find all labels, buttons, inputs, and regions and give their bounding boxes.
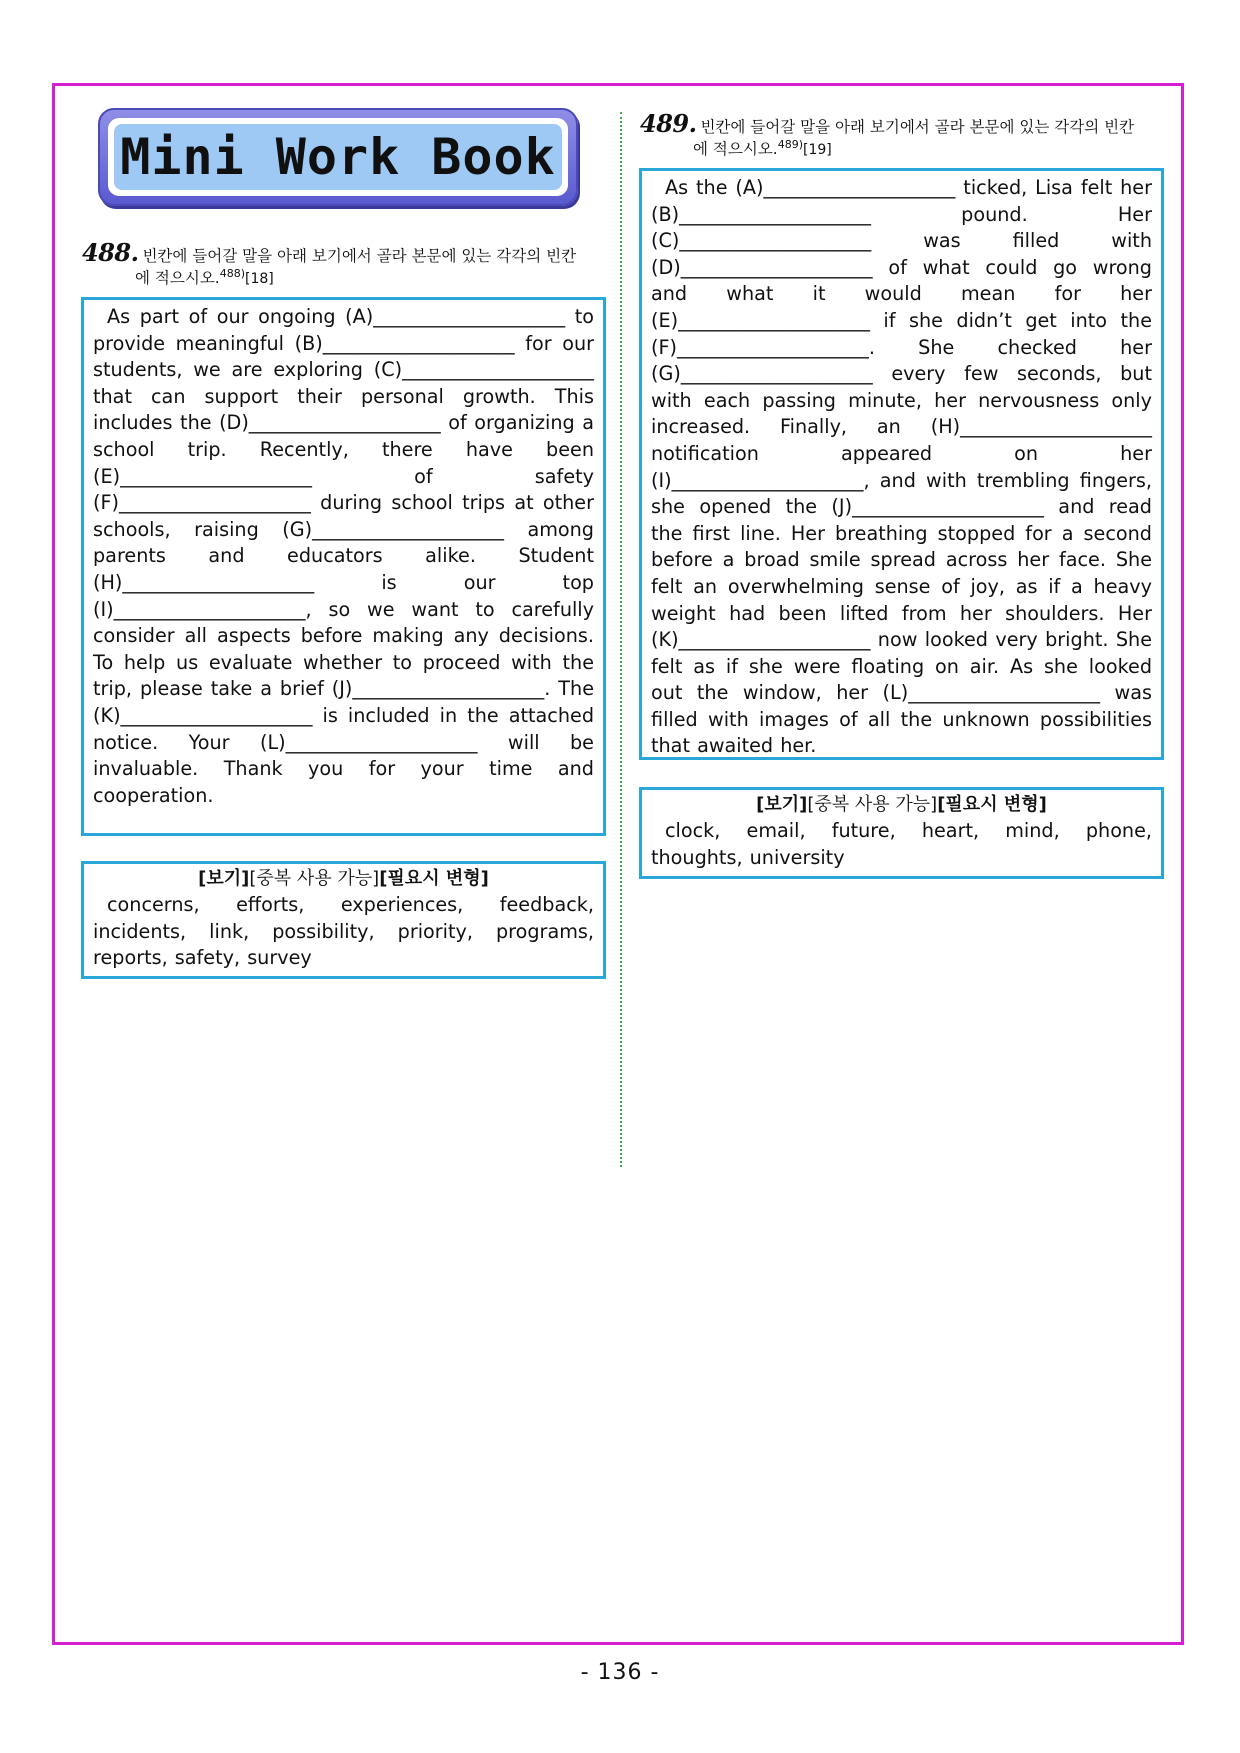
options-title: [보기][중복 사용 가능][필요시 변형] — [756, 794, 1047, 815]
question-code: [19] — [803, 142, 832, 158]
question-instruction-line2: 에 적으시오. — [135, 269, 220, 287]
question-instruction: 빈칸에 들어갈 말을 아래 보기에서 골라 본문에 있는 각각의 빈칸 — [700, 118, 1135, 136]
passage-text: As part of our ongoing (A)____________________ to provide meaningful (B)____________________ for our students, we are exploring (C)____________________ that can support their personal growth. This includes the (D)____________________ of organizing a school trip. Recently, there have been (E)____________________ of safety (F)____________________ during school trips at other schools, raising (G)____________________ among parents and educators alike. Student (H)____________________ is our top (I)____________________, so we want to carefully consider all aspects before making any decisions. To help us evaluate whether to proceed with the trip, please take a brief (J)____________________. The (K)____________________ is included in the attached notice. Your (L)____________________ will be invaluable. Thank you for your time and cooperation. — [93, 305, 594, 807]
options-title: [보기][중복 사용 가능][필요시 변형] — [198, 868, 489, 889]
question-number: 489. — [640, 109, 697, 138]
column-divider — [620, 112, 622, 1167]
options-word-list: concerns, efforts, experiences, feedback, incidents, link, possibility, priority, programs, reports, safety, survey — [93, 893, 594, 970]
question-instruction-line2: 에 적으시오. — [693, 140, 778, 158]
question-number: 488. — [82, 238, 139, 267]
mini-work-book-logo — [98, 108, 578, 206]
passage-text: As the (A)____________________ ticked, Lisa felt her (B)____________________ pound. Her (C)____________________ was filled with (D)____________________ of what could go wrong and what it would mean for her (E)____________________ if she didn’t get into the (F)____________________. She checked her (G)____________________ every few seconds, but with each passing minute, her nervousness only increased. Finally, an (H)____________________ notification appeared on her (I)____________________, and with trembling fingers, she opened the (J)____________________ and read the first line. Her breathing stopped for a second before a broad smile spread across her face. She felt an overwhelming sense of joy, as if a heavy weight had been lifted from her shoulders. Her (K)____________________ now looked very bright. She felt as if she were floating on air. As she looked out the window, her (L)____________________ was filled with images of all the unknown possibilities that awaited her. — [651, 176, 1152, 758]
question-ref: 488) — [219, 266, 246, 280]
passage-box-489 — [639, 168, 1164, 760]
options-box-489 — [639, 787, 1164, 879]
options-box-488 — [81, 861, 606, 979]
question-ref: 489) — [777, 137, 804, 151]
passage-box-488 — [81, 297, 606, 836]
page-number: - 136 - — [580, 1660, 660, 1685]
question-code: [18] — [245, 271, 274, 287]
logo-text: Mini Work Book — [120, 128, 556, 186]
question-instruction: 빈칸에 들어갈 말을 아래 보기에서 골라 본문에 있는 각각의 빈칸 — [142, 247, 577, 265]
options-word-list: clock, email, future, heart, mind, phone, thoughts, university — [651, 819, 1152, 869]
question-489-header — [640, 109, 1165, 161]
question-488-header — [82, 238, 602, 290]
